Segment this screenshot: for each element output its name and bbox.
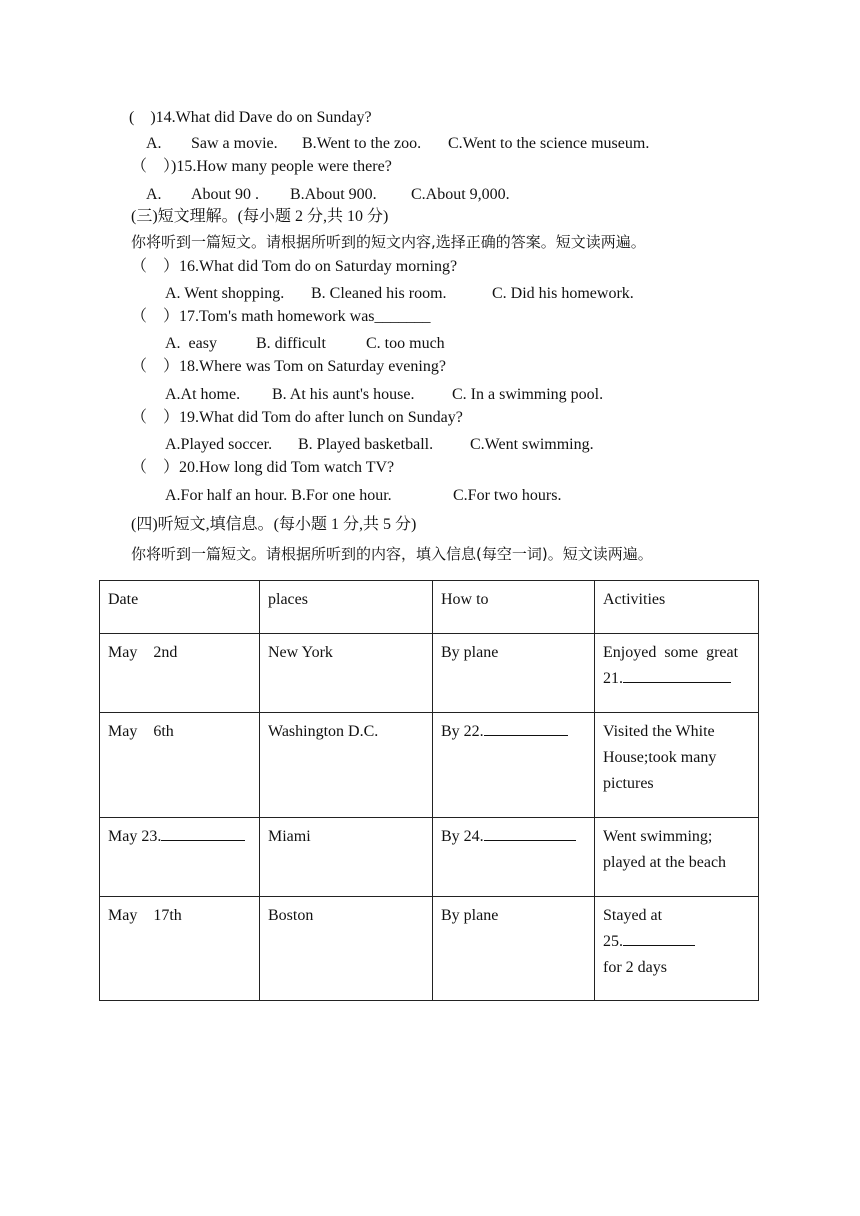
activity-line: Went swimming; <box>603 828 713 845</box>
question-16-prompt: （ ）16.What did Tom do on Saturday morning? <box>131 258 458 275</box>
question-16-option-c: C. Did his homework. <box>492 285 634 302</box>
place-cell: New York <box>260 634 433 713</box>
table-row <box>100 713 759 818</box>
blank-25[interactable] <box>623 929 695 946</box>
header-places: places <box>260 581 433 634</box>
table-row <box>100 818 759 897</box>
activity-line: Stayed at <box>603 907 663 924</box>
how-cell: By 22. <box>433 713 595 818</box>
section-4-heading: (四)听短文,填信息。(每小题 1 分,共 5 分) <box>131 516 417 533</box>
date-cell: May 6th <box>100 713 260 818</box>
blank-24[interactable] <box>484 824 576 841</box>
question-15-option-b: B.About 900. <box>290 186 377 203</box>
activity-line: Enjoyed some great <box>603 644 739 661</box>
place-cell: Washington D.C. <box>260 713 433 818</box>
question-17-option-b: B. difficult <box>256 335 326 352</box>
question-18-prompt: （ ）18.Where was Tom on Saturday evening? <box>131 358 446 375</box>
question-18-option-b: B. At his aunt's house. <box>272 386 415 403</box>
question-19-option-a: A.Played soccer. <box>165 436 273 453</box>
question-14-prompt: ( )14.What did Dave do on Sunday? <box>129 109 372 126</box>
table-row <box>100 897 759 1001</box>
place-cell: Miami <box>260 818 433 897</box>
section-3-instruction: 你将听到一篇短文。请根据所听到的短文内容,选择正确的答案。短文读两遍。 <box>131 233 646 251</box>
header-how-to: How to <box>433 581 595 634</box>
activity-line: 21. <box>603 670 623 687</box>
question-15-option-c: C.About 9,000. <box>411 186 510 203</box>
question-15-prompt: （ ）)15.How many people were there? <box>131 158 392 175</box>
activity-line: House;took many <box>603 749 717 766</box>
question-17-prompt: （ ）17.Tom's math homework was_______ <box>131 308 431 325</box>
blank-23[interactable] <box>161 824 245 841</box>
date-cell: May 17th <box>100 897 260 1001</box>
question-19-option-c: C.Went swimming. <box>470 436 594 453</box>
activity-line: for 2 days <box>603 959 667 976</box>
travel-info-table <box>99 580 759 1001</box>
question-16-option-a: A. Went shopping. <box>165 285 285 302</box>
table-row <box>100 634 759 713</box>
section-3-heading: (三)短文理解。(每小题 2 分,共 10 分) <box>131 208 389 225</box>
question-19-option-b: B. Played basketball. <box>298 436 434 453</box>
question-20-prompt: （ ）20.How long did Tom watch TV? <box>131 459 395 476</box>
question-17-option-a: A. easy <box>165 335 217 352</box>
question-14-option-a: Saw a movie. <box>191 135 278 152</box>
question-16-option-b: B. Cleaned his room. <box>311 285 447 302</box>
question-15-option-a: About 90 . <box>191 186 259 203</box>
activity-line: pictures <box>603 775 654 792</box>
how-cell: By 24. <box>433 818 595 897</box>
header-activities: Activities <box>595 581 759 634</box>
question-18-option-c: C. In a swimming pool. <box>452 386 604 403</box>
question-14-option-label: A. <box>146 135 162 152</box>
activity-cell <box>595 634 759 713</box>
question-19-prompt: （ ）19.What did Tom do after lunch on Sunday? <box>131 409 463 426</box>
question-14-option-b: B.Went to the zoo. <box>302 135 422 152</box>
question-14-option-c: C.Went to the science museum. <box>448 135 650 152</box>
activity-cell <box>595 818 759 897</box>
activity-line: Visited the White <box>603 723 715 740</box>
question-20-option-ab: A.For half an hour. B.For one hour. <box>165 487 392 504</box>
section-4-instruction: 你将听到一篇短文。请根据所听到的内容，填入信息(每空一词)。短文读两遍。 <box>131 545 653 563</box>
date-cell: May 2nd <box>100 634 260 713</box>
blank-21[interactable] <box>623 666 731 683</box>
activity-line: played at the beach <box>603 854 727 871</box>
activity-cell <box>595 713 759 818</box>
table-header-row <box>100 581 759 634</box>
header-date: Date <box>100 581 260 634</box>
question-18-option-a: A.At home. <box>165 386 241 403</box>
blank-22[interactable] <box>484 719 568 736</box>
activity-line: 25. <box>603 933 623 950</box>
place-cell: Boston <box>260 897 433 1001</box>
how-cell: By plane <box>433 634 595 713</box>
how-cell: By plane <box>433 897 595 1001</box>
date-cell: May 23. <box>100 818 260 897</box>
question-15-option-label: A. <box>146 186 162 203</box>
activity-cell <box>595 897 759 1001</box>
question-17-option-c: C. too much <box>366 335 445 352</box>
question-20-option-c: C.For two hours. <box>453 487 562 504</box>
